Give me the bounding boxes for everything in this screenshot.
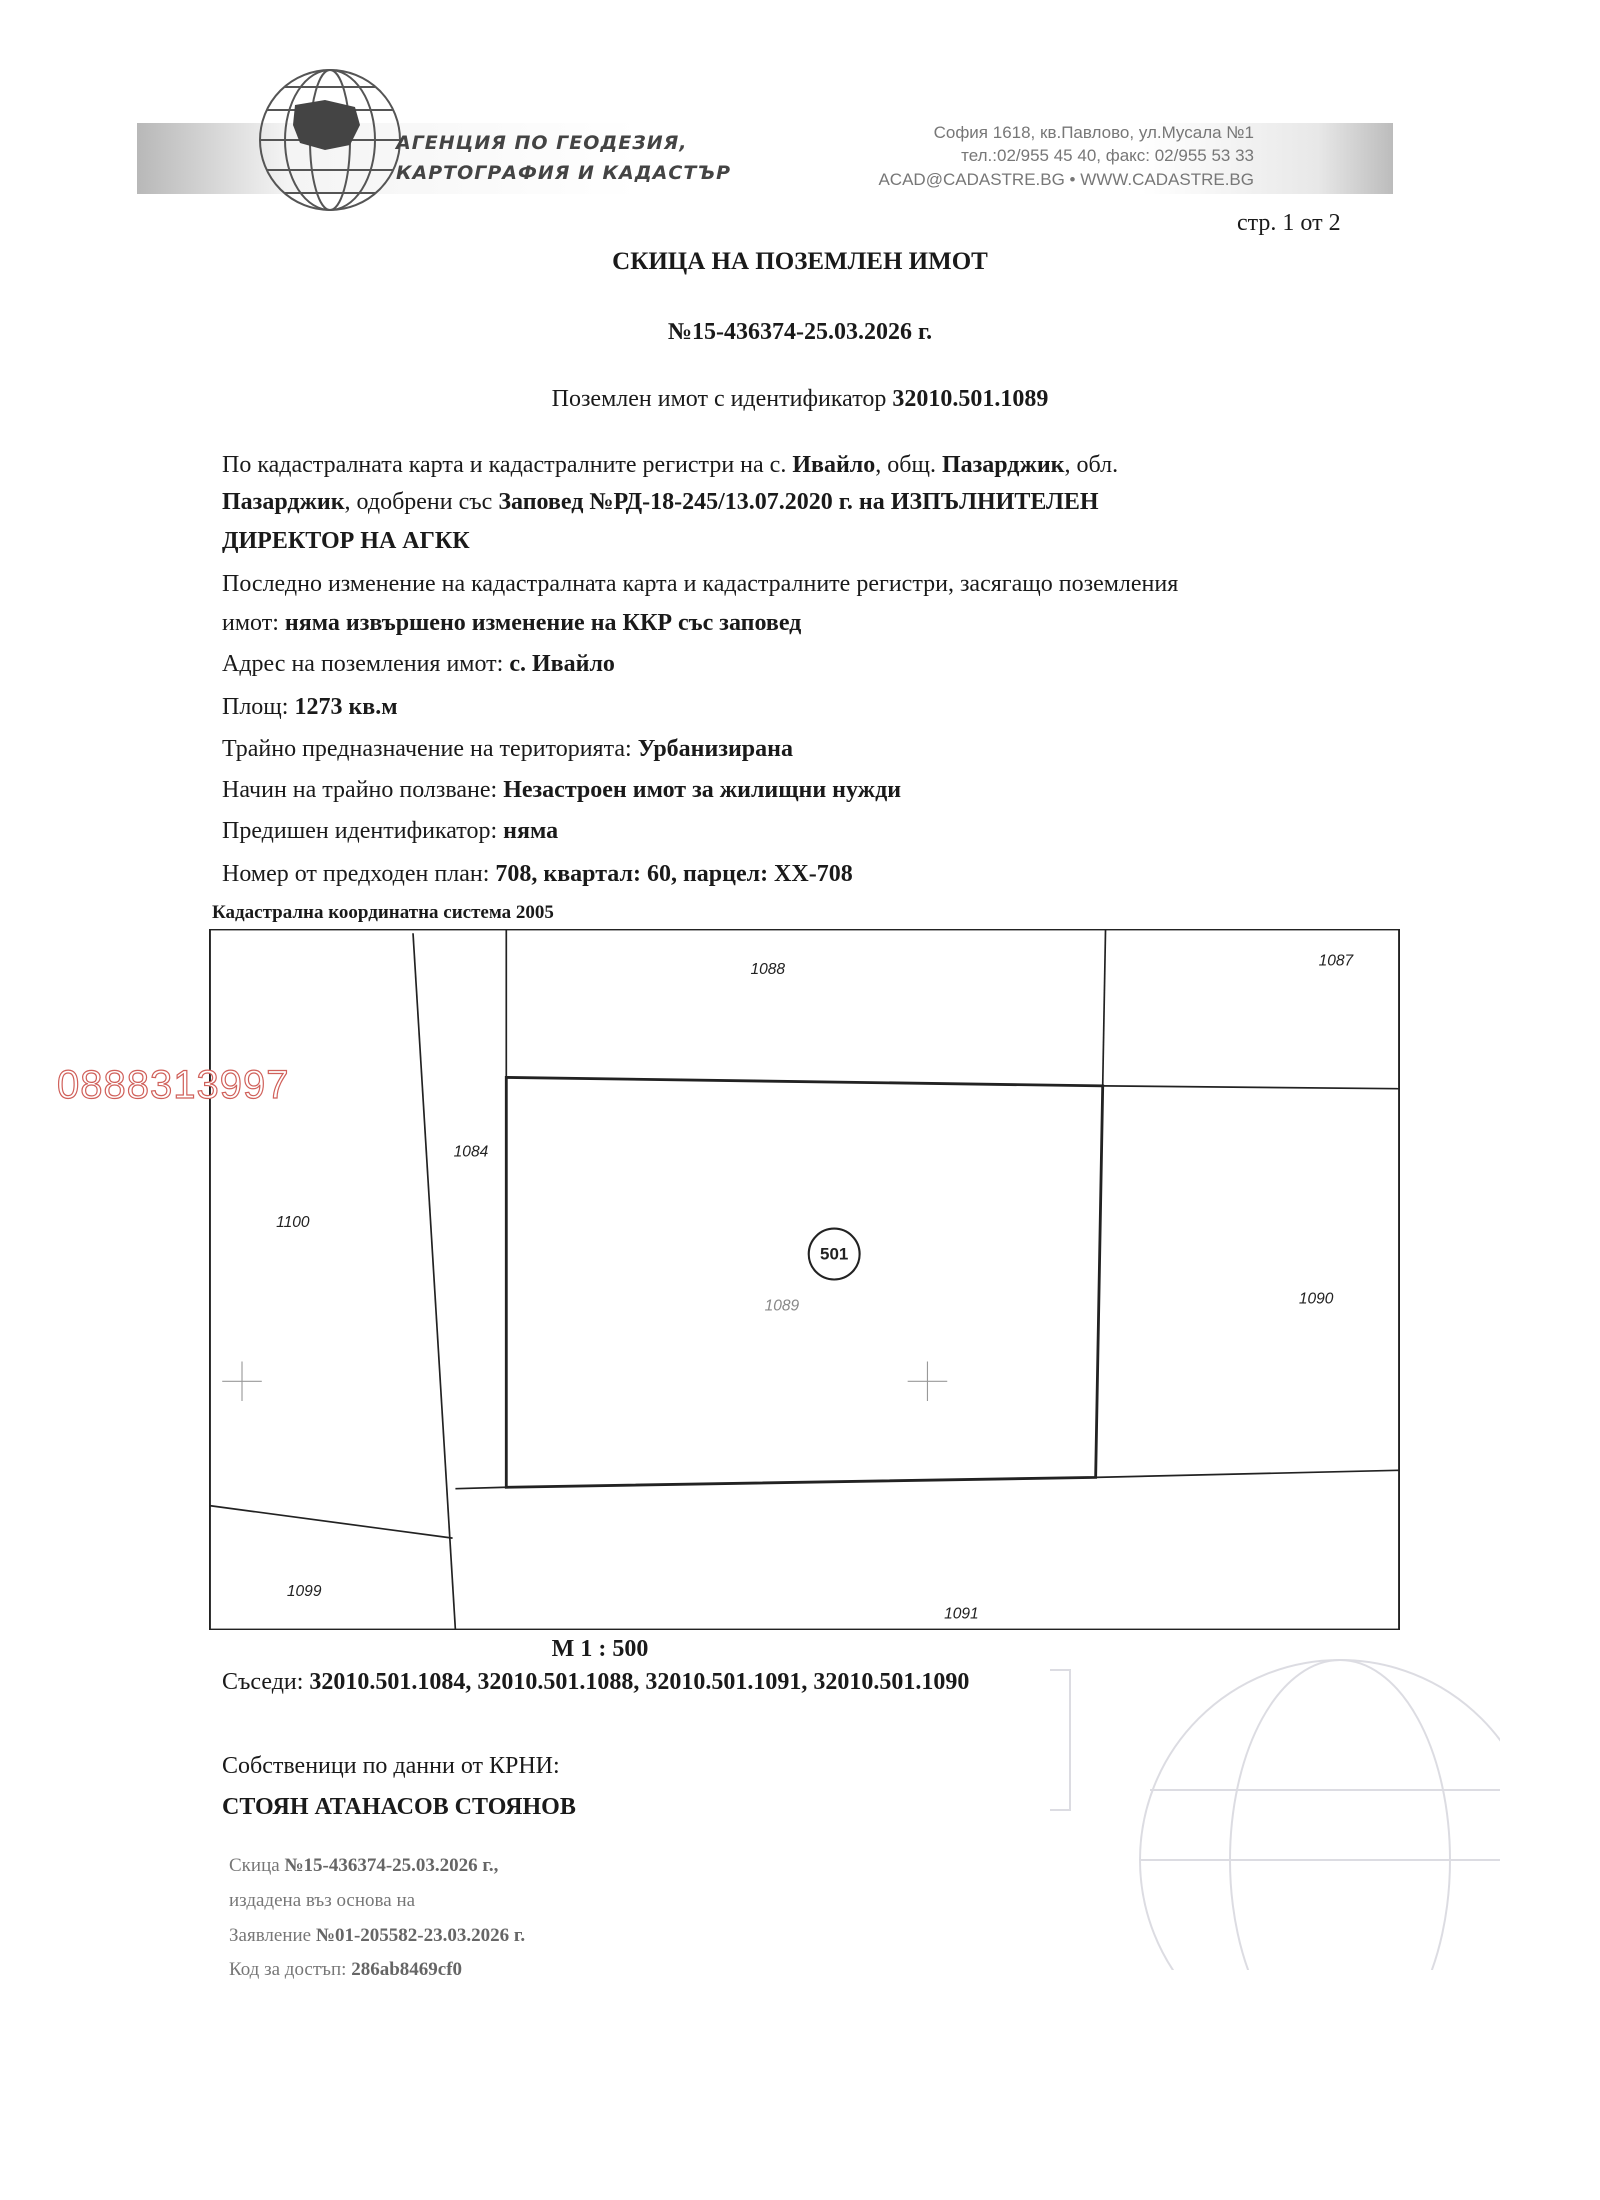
document-number: №15-436374-25.03.2026 г. xyxy=(667,319,933,345)
neighbors-line xyxy=(222,1669,969,1696)
footer-f4a: Код за достъп: xyxy=(229,1959,352,1980)
identifier-line xyxy=(0,386,1600,413)
coordinate-system-label: Кадастрална координатна система 2005 xyxy=(212,902,554,923)
phone-watermark: 0888313997 xyxy=(57,1063,290,1107)
body-line-3: ДИРЕКТОР НА АГКК xyxy=(222,528,470,554)
body-line-2 xyxy=(222,489,1099,516)
parcel-label: 1099 xyxy=(286,1583,322,1601)
body-l2c: Заповед №РД-18-245/13.07.2020 г. на ИЗПЪЛНИТЕЛЕН xyxy=(498,489,1099,515)
parcel-label: 1084 xyxy=(453,1143,489,1161)
body-area_label: Площ: xyxy=(222,694,295,720)
body-usage: Незастроен имот за жилищни нужди xyxy=(503,777,902,803)
parcel-label: 1087 xyxy=(1318,952,1354,970)
parcel-label: 1088 xyxy=(750,961,786,979)
body-purpose_label: Трайно предназначение на територията: xyxy=(222,736,638,762)
map-frame xyxy=(209,929,1399,1630)
neighbors_label: Съседи: xyxy=(222,1669,310,1695)
owner-name: СТОЯН АТАНАСОВ СТОЯНОВ xyxy=(222,1794,576,1820)
body-l2a: Пазарджик xyxy=(222,489,345,515)
map-scale: М 1 : 500 xyxy=(551,1636,649,1662)
body-line-1 xyxy=(222,452,1118,479)
body-l1c: , общ. xyxy=(875,452,942,478)
body-prev_id: няма xyxy=(503,818,559,844)
document-title: СКИЦА НА ПОЗЕМЛЕН ИМОТ xyxy=(612,248,988,275)
body-line-4: Последно изменение на кадастралната карта и кадастралните регистри, засягащо поземления xyxy=(222,571,1179,597)
parcel-label: 1100 xyxy=(276,1214,310,1232)
parcel-1089-outline xyxy=(506,1077,1102,1487)
identifier_label: Поземлен имот с идентификатор xyxy=(551,386,893,412)
page-indicator: стр. 1 от 2 xyxy=(1237,210,1341,236)
parcel-label: 1090 xyxy=(1298,1290,1334,1308)
parcel-label-subject: 1089 xyxy=(764,1297,800,1315)
usage-line xyxy=(222,777,901,804)
body-address_label: Адрес на поземления имот: xyxy=(222,651,510,677)
footer-f1a: Скица xyxy=(229,1855,285,1876)
area-line xyxy=(222,694,398,721)
body-usage_label: Начин на трайно ползване: xyxy=(222,777,504,803)
body-prev_plan_label: Номер от предходен план: xyxy=(222,861,496,887)
footer-access-code xyxy=(229,1959,462,1981)
footer-f3b: №01-205582-23.03.2026 г. xyxy=(315,1925,526,1946)
agency-name-line1: АГЕНЦИЯ ПО ГЕОДЕЗИЯ, xyxy=(396,132,688,154)
body-l1d: Пазарджик xyxy=(941,452,1065,478)
block-number: 501 xyxy=(820,1244,849,1264)
boundary xyxy=(455,1487,506,1488)
previous-id-line xyxy=(222,818,558,845)
address-line xyxy=(222,651,615,678)
identifier: 32010.501.1089 xyxy=(892,386,1049,412)
agency-globe-logo xyxy=(255,65,405,215)
boundary xyxy=(413,933,455,1630)
grid-crosses xyxy=(222,1361,947,1401)
footer-f1b: №15-436374-25.03.2026 г., xyxy=(284,1855,499,1876)
body-l1b: Ивайло xyxy=(792,452,876,478)
boundary xyxy=(1103,1086,1400,1089)
body-area: 1273 кв.м xyxy=(294,694,398,720)
agency-address: София 1618, кв.Павлово, ул.Мусала №1 xyxy=(933,123,1254,142)
footer-line-1 xyxy=(229,1855,498,1877)
body-purpose: Урбанизирана xyxy=(637,736,793,762)
body-l5a: имот: xyxy=(222,610,285,636)
purpose-line xyxy=(222,736,793,763)
agency-web: ACAD@CADASTRE.BG • WWW.CADASTRE.BG xyxy=(878,170,1254,189)
agency-phone: тел.:02/955 45 40, факс: 02/955 53 33 xyxy=(961,146,1254,165)
boundary xyxy=(1096,1470,1400,1477)
body-prev_id_label: Предишен идентификатор: xyxy=(222,818,504,844)
footer-line-3 xyxy=(229,1925,525,1947)
body-address: с. Ивайло xyxy=(509,651,615,677)
agency-name-line2: КАРТОГРАФИЯ И КАДАСТЪР xyxy=(396,162,732,184)
footer-f4b: 286ab8469cf0 xyxy=(351,1959,463,1980)
body-l2b: , одобрени със xyxy=(344,489,499,515)
body-l5b: няма извършено изменение на ККР със заповед xyxy=(284,610,802,636)
cadastral-map xyxy=(209,929,1400,1630)
body-l1e: , обл. xyxy=(1064,452,1119,478)
body-l1a: По кадастралната карта и кадастралните регистри на с. xyxy=(222,452,793,478)
body-line-5 xyxy=(222,610,801,637)
neighbors: 32010.501.1084, 32010.501.1088, 32010.501.1091, 32010.501.1090 xyxy=(309,1669,970,1695)
faint-stamp-globe-icon xyxy=(1050,1640,1500,1970)
body-prev_plan: 708, квартал: 60, парцел: XX-708 xyxy=(495,861,853,887)
footer-line-2: издадена въз основа на xyxy=(229,1890,416,1911)
boundary xyxy=(1103,929,1106,1086)
previous-plan-line xyxy=(222,861,853,888)
boundary xyxy=(209,1506,452,1539)
parcel-label: 1091 xyxy=(944,1605,979,1623)
footer-f3a: Заявление xyxy=(229,1925,316,1946)
owners-label: Собственици по данни от КРНИ: xyxy=(222,1753,560,1779)
